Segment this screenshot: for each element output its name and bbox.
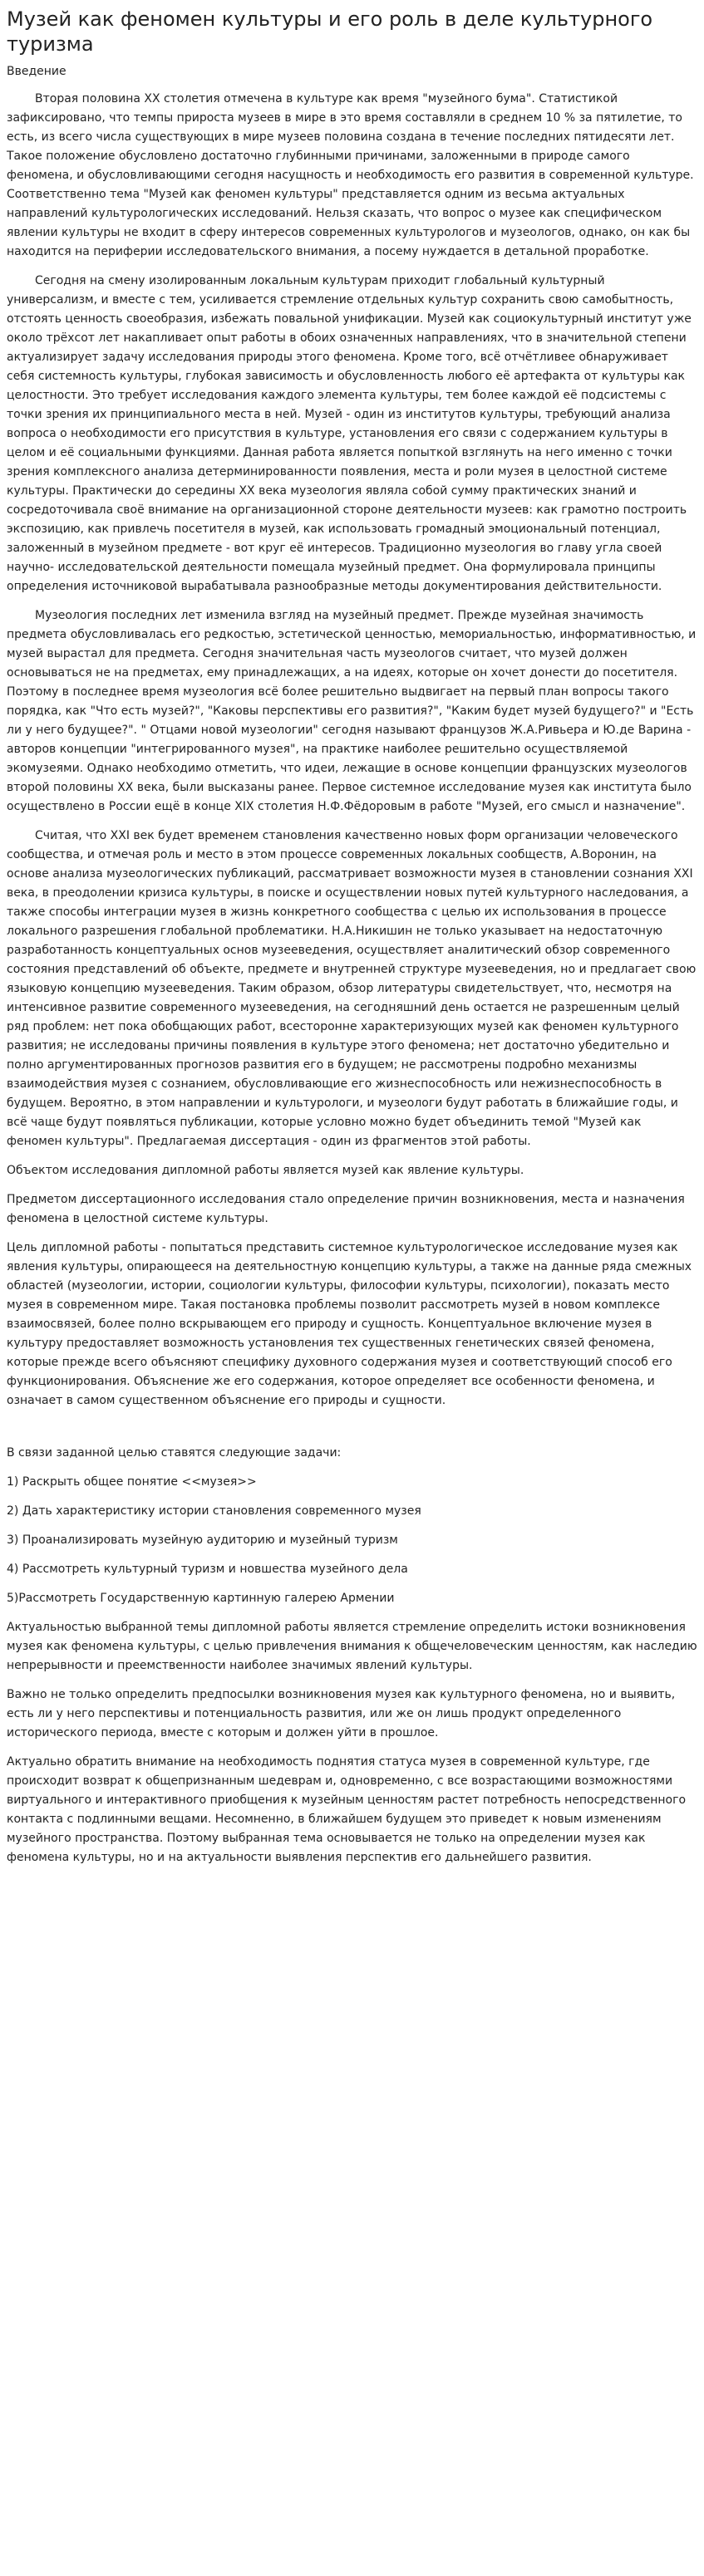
prerequisites-paragraph: Важно не только определить предпосылки возникновения музея как культурного феномена, но и выявить, есть ли у него перспективы и потенциальность развития, или же он лишь продукт определенного исторического периода, вместе с которым и должен уйти в прошлое.	[7, 1688, 676, 1739]
task-item-2: 2) Дать характеристику истории становления современного музея	[7, 1504, 421, 1518]
tasks-intro: В связи заданной целью ставятся следующие задачи:	[7, 1446, 342, 1460]
status-paragraph: Актуально обратить внимание на необходимость поднятия статуса музея в современной культуре, где происходит возврат к общепризнанным шедеврам и, одновременно, с все возрастающими возможностями виртуального и интерактивного приобщения к музейным ценностям растет потребность непосредственного контакта с подлинными вещами. Несомненно, в ближайшем будущем это приведет к новым изменениям музейного пространства. Поэтому выбранная тема основывается не только на определении музея как феномена культуры, но и на актуальности выявления перспектив его дальнейшего развития.	[7, 1755, 687, 1864]
task-item-5: 5)Рассмотреть Государственную картинную галерею Армении	[7, 1592, 395, 1605]
page-title: Музей как феномен культуры и его роль в деле культурного туризма	[7, 7, 653, 56]
goal-statement: Цель дипломной работы - попытаться представить системное культурологическое исследование музея как явления культуры, опирающееся на деятельностную концепцию культуры, а также на данные ряда смежных областей (музеологии, истории, социологии культуры, философии культуры, психологии), показать место музея в современном мире. Такая постановка проблемы позволит рассмотреть музей в новом комплексе взаимосвязей, более полно вскрывающем его природу и сущность. Концептуальное включение музея в культуру предоставляет возможность установления тех существенных генетических связей феномена, которые прежде всего объясняют специфику духовного содержания музея и соответствующий способ его функционирования. Объяснение же его содержания, которое определяет все особенности феномена, и означает в самом существенном объяснение его природы и сущности.	[7, 1241, 692, 1407]
task-item-3: 3) Проанализировать музейную аудиторию и музейный туризм	[7, 1533, 398, 1547]
object-statement: Объектом исследования дипломной работы является музей как явление культуры.	[7, 1164, 524, 1177]
subject-statement: Предметом диссертационного исследования стало определение причин возникновения, места и назначения феномена в целостной системе культуры.	[7, 1193, 685, 1225]
intro-paragraph-4: Считая, что XXI век будет временем становления качественно новых форм организации человеческого сообщества, и отмечая роль и место в этом процессе современных локальных сообществ, А.Воронин, на основе анализа музеологических публикаций, рассматривает возможности музея в становлении сознания XXI века, в преодолении кризиса культуры, в поиске и осуществлении новых путей культурного наследования, а также способы интеграции музея в жизнь конкретного сообщества с целью их использования в процессе локального разрешения глобальной проблематики. Н.А.Никишин не только указывает на недостаточную разработанность концептуальных основ музееведения, осуществляет аналитический обзор современного состояния представлений об объекте, предмете и внутренней структуре музееведения, но и предлагает свою языковую концепцию музееведения. Таким образом, обзор литературы свидетельствует, что, несмотря на интенсивное развитие современного музееведения, на сегодняшний день остается не разрешенным целый ряд проблем: нет пока обобщающих работ, всесторонне характеризующих музей как феномен культурного развития; не исследованы причины появления в культуре этого феномена; нет достаточно убедительно и полно аргументированных прогнозов развития его в будущем; не рассмотрены подробно механизмы взаимодействия музея с сознанием, обусловливающие его жизнеспособность или нежизнеспособность в будущем. Вероятно, в этом направлении и культурологи, и музеологи будут работать в ближайшие годы, и всё чаще будут появляться публикации, которые условно можно будет объединить темой "Музей как феномен культуры". Предлагаемая диссертация - один из фрагментов этой работы.	[7, 829, 697, 1148]
intro-paragraph-3: Музеология последних лет изменила взгляд на музейный предмет. Прежде музейная значимость предмета обусловливалась его редкостью, эстетической ценностью, мемориальностью, информативностью, и музей вырастал для предмета. Сегодня значительная часть музеологов считает, что музей должен основываться не на предметах, ему принадлежащих, а на идеях, которые он хочет донести до посетителя. Поэтому в последнее время музеология всё более решительно выдвигает на первый план вопросы такого порядка, как "Что есть музей?", "Каковы перспективы его развития?", "Каким будет музей будущего?" и "Есть ли у него будущее?". " Отцами новой музеологии" сегодня называют французов Ж.А.Ривьера и Ю.де Варина - авторов концепции "интегрированного музея", на практике наиболее решительно осуществляемой экомузеями. Однако необходимо отметить, что идеи, лежащие в основе концепции французских музеологов второй половины XX века, были высказаны ранее. Первое системное исследование музея как института было осуществлено в России ещё в конце XIX столетия Н.Ф.Фёдоровым в работе "Музей, его смысл и назначение".	[7, 609, 697, 813]
relevance-paragraph: Актуальностью выбранной темы дипломной работы является стремление определить истоки возникновения музея как феномена культуры, с целью привлечения внимания к общечеловеческим ценностям, как наследию непрерывности и преемственности наиболее значимых явлений культуры.	[7, 1621, 697, 1672]
intro-paragraph-2: Сегодня на смену изолированным локальным культурам приходит глобальный культурный универсализм, и вместе с тем, усиливается стремление отдельных культур сохранить свою самобытность, отстоять ценность своеобразия, избежать повальной унификации. Музей как социокультурный институт уже около трёхсот лет накапливает опыт работы в обоих означенных направлениях, что в значительной степени актуализирует задачу исследования природы этого феномена. Кроме того, всё отчётливее обнаруживает себя системность культуры, глубокая зависимость и обусловленность любого её артефакта от культуры как целостности. Это требует исследования каждого элемента культуры, тем более каждой её подсистемы с точки зрения их принципиального места в ней. Музей - один из институтов культуры, требующий анализа вопроса о необходимости его присутствия в культуре, установления его связи с содержанием культуры в целом и её социальными функциями. Данная работа является попыткой взглянуть на него именно с точки зрения комплексного анализа детерминированности появления, места и роли музея в целостной системе культуры. Практически до середины XX века музеология являла собой сумму практических знаний и сосредоточивала своё внимание на организационной стороне деятельности музеев: как грамотно построить экспозицию, как привлечь посетителя в музей, как использовать громадный эмоциональный потенциал, заложенный в музейном предмете - вот круг её интересов. Традиционно музеология во главу угла своей научно- исследовательской деятельности помещала музейный предмет. Она формулировала принципы определения источниковой вырабатывала разнообразные методы документирования действительности.	[7, 274, 692, 593]
section-heading: Введение	[7, 65, 66, 78]
task-item-4: 4) Рассмотреть культурный туризм и новшества музейного дела	[7, 1563, 408, 1576]
intro-paragraph-1: Вторая половина XX столетия отмечена в культуре как время "музейного бума". Статистикой зафиксировано, что темпы прироста музеев в мире в это время составляли в среднем 10 % за пятилетие, то есть, из всего числа существующих в мире музеев половина создана в течение последних пятидесяти лет. Такое положение обусловлено достаточно глубинными причинами, заложенными в природе самого феномена, и обусловливающими сегодня насущность и необходимость его развития в современной культуре. Соответственно тема "Музей как феномен культуры" представляется одним из весьма актуальных направлений культурологических исследований. Нельзя сказать, что вопрос о музее как специфическом явлении культуры не входит в сферу интересов современных культурологов и музеологов, однако, он как бы находится на периферии исследовательского внимания, а посему нуждается в детальной проработке.	[7, 92, 694, 258]
spacer	[7, 1420, 697, 1444]
task-item-1: 1) Раскрыть общее понятие <<музея>>	[7, 1475, 257, 1489]
